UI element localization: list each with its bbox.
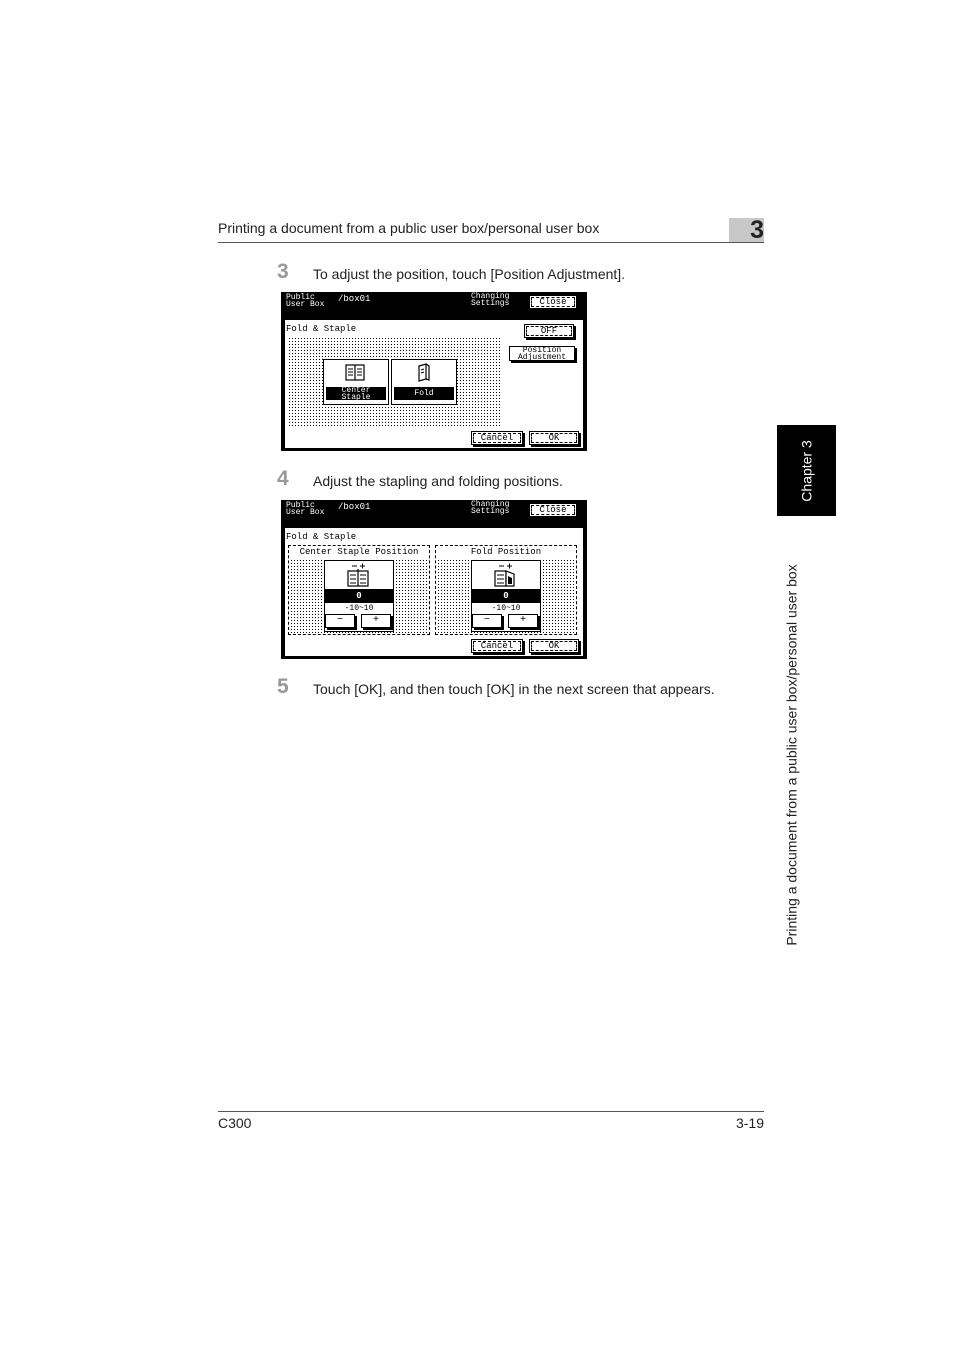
step-number: 3 (277, 260, 289, 283)
step-text: Touch [OK], and then touch [OK] in the next screen that appears. (313, 681, 715, 697)
center-staple-caption-line1: Center (341, 385, 371, 395)
center-staple-range: -10~10 (344, 604, 374, 613)
center-staple-caption (326, 387, 386, 400)
fold-caption: Fold (394, 387, 454, 400)
panel-title: Fold & Staple (286, 324, 357, 334)
fold-option[interactable] (391, 359, 457, 405)
center-staple-adjuster (324, 560, 394, 632)
side-tab-chapter-label: Chapter 3 (798, 439, 815, 502)
side-tab-chapter (777, 425, 836, 516)
center-staple-position-group (288, 545, 430, 635)
box-name: /box01 (338, 502, 371, 512)
fold-adjuster (471, 560, 541, 632)
center-staple-value: 0 (325, 589, 393, 603)
fold-position-title: Fold Position (470, 547, 542, 557)
header-title: Printing a document from a public user box/personal user box (218, 220, 600, 236)
box-type-line2: User Box (286, 508, 325, 517)
step-number: 4 (277, 467, 289, 490)
center-staple-position-icon (346, 563, 370, 587)
cancel-button[interactable]: Cancel (471, 431, 523, 445)
header-rule (218, 242, 764, 243)
box-type-line1: Public (286, 501, 315, 510)
cancel-button[interactable]: Cancel (471, 639, 523, 653)
screen-position-adjustment (281, 500, 587, 659)
ok-button[interactable]: OK (529, 639, 579, 653)
close-button[interactable]: Close (529, 295, 577, 309)
fold-value: 0 (472, 589, 540, 603)
mode-line1: Changing (471, 292, 510, 301)
center-staple-icon (345, 364, 365, 381)
panel-title: Fold & Staple (286, 532, 357, 542)
fold-range: -10~10 (491, 604, 521, 613)
side-tab-section (777, 530, 807, 980)
position-adjustment-line2: Adjustment (517, 352, 566, 362)
box-type (286, 502, 324, 516)
mode-indicator (471, 293, 509, 307)
fold-staple-panel (284, 319, 584, 449)
center-staple-caption-line2: Staple (341, 392, 371, 402)
center-staple-position-title: Center Staple Position (299, 547, 419, 557)
position-adjustment-button[interactable] (509, 346, 575, 361)
step-text: To adjust the position, touch [Position Adjustment]. (313, 266, 626, 282)
footer-model: C300 (218, 1115, 252, 1131)
fold-position-icon (493, 563, 517, 587)
center-staple-option[interactable] (323, 359, 389, 405)
fold-position-group (435, 545, 577, 635)
fold-staple-panel (284, 527, 584, 657)
mode-indicator (471, 501, 509, 515)
box-type-line1: Public (286, 293, 315, 302)
step-number: 5 (277, 675, 289, 698)
mode-line1: Changing (471, 500, 510, 509)
screen-fold-staple-select (281, 292, 587, 451)
fold-icon (417, 363, 431, 382)
mode-line2: Settings (471, 299, 510, 308)
chapter-number: 3 (750, 216, 764, 244)
mode-line2: Settings (471, 507, 510, 516)
center-staple-minus-button[interactable]: − (325, 614, 355, 628)
off-button[interactable]: OFF (524, 324, 574, 338)
position-adjustment-line1: Position (522, 345, 562, 355)
close-button[interactable]: Close (529, 503, 577, 517)
step-text: Adjust the stapling and folding positions. (313, 473, 563, 489)
side-tab-section-label: Printing a document from a public user box/personal user box (784, 564, 801, 946)
fold-plus-button[interactable]: + (508, 614, 538, 628)
box-type (286, 294, 324, 308)
box-type-line2: User Box (286, 300, 325, 309)
ok-button[interactable]: OK (529, 431, 579, 445)
fold-minus-button[interactable]: − (472, 614, 502, 628)
footer-page-number: 3-19 (735, 1115, 764, 1131)
center-staple-plus-button[interactable]: + (361, 614, 391, 628)
footer-rule (218, 1111, 764, 1112)
box-name: /box01 (338, 294, 371, 304)
